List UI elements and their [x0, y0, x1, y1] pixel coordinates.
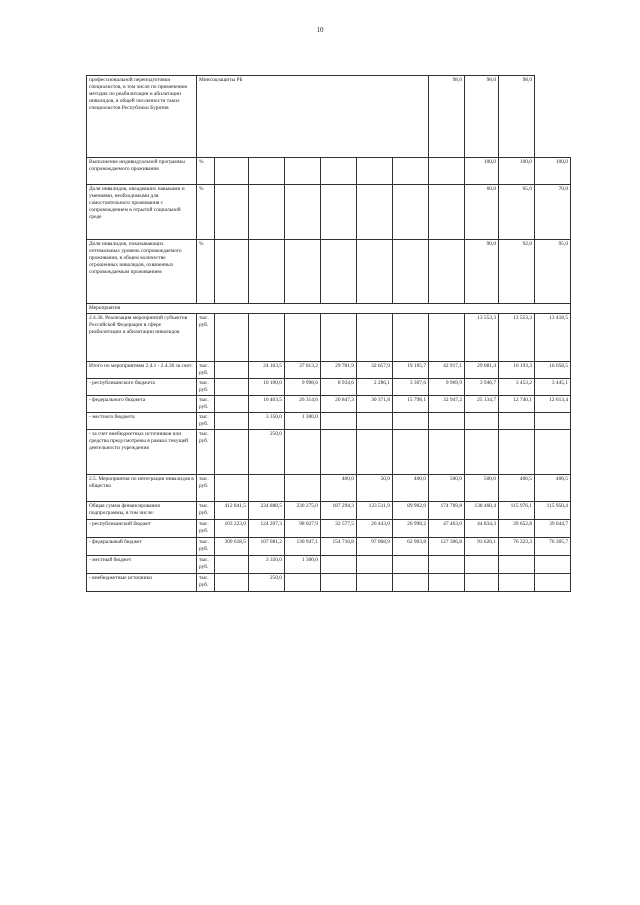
table-row: [87, 430, 571, 475]
value-cell: 130 947,1: [285, 538, 321, 556]
value-cell: 400,0: [321, 475, 357, 502]
value-cell: 97 068,9: [357, 538, 393, 556]
value-cell: [249, 475, 285, 502]
value-cell: 103 223,0: [215, 520, 249, 538]
value-cell: [393, 556, 429, 574]
value-cell: 98 027,9: [285, 520, 321, 538]
value-cell: [215, 240, 249, 304]
indicator-name-cell: - федеральный бюджет: [87, 538, 197, 556]
value-cell: [249, 158, 285, 185]
value-cell: [285, 240, 321, 304]
indicator-name-cell: 2.5. Мероприятия по интеграции инвалидов в общество: [87, 475, 197, 502]
value-cell: [321, 185, 357, 240]
value-cell: 154 716,8: [321, 538, 357, 556]
value-cell: 76 323,3: [499, 538, 535, 556]
value-cell: 3 350,0: [249, 413, 285, 430]
value-cell: [321, 556, 357, 574]
value-cell: [429, 574, 465, 592]
indicator-name-cell: - республиканский бюджет: [87, 520, 197, 538]
unit-cell: тыс. руб.: [197, 538, 215, 556]
unit-cell: тыс. руб.: [197, 475, 215, 502]
table-row: [87, 574, 571, 592]
value-cell: [249, 240, 285, 304]
indicator-name-cell: - республиканского бюджета: [87, 379, 197, 396]
value-cell: 50,0: [357, 475, 393, 502]
value-cell: 90,0: [465, 240, 499, 304]
indicator-name-cell: профессиональной переподготовки специалистов, в том числе по применению методик по реабилитации и абилитации инвалидов, в общей численности таких специалистов Республики Бурятия: [87, 76, 197, 158]
value-cell: [357, 185, 393, 240]
value-cell: [249, 314, 285, 362]
value-cell: 65,0: [499, 185, 535, 240]
unit-cell: тыс. руб.: [197, 314, 215, 362]
value-cell: 10 463,5: [249, 396, 285, 413]
value-cell: [357, 430, 393, 475]
value-cell: 115 976,1: [499, 502, 535, 520]
value-cell: 3 350,0: [249, 556, 285, 574]
value-cell: 138 460,4: [465, 502, 499, 520]
unit-cell: тыс. руб.: [197, 502, 215, 520]
value-cell: 174 769,8: [429, 502, 465, 520]
value-cell: 76 305,7: [535, 538, 571, 556]
unit-cell: %: [197, 240, 215, 304]
value-cell: 70,0: [535, 185, 571, 240]
indicator-name-cell: Общая сумма финансирования подпрограммы, в том числе:: [87, 502, 197, 520]
value-cell: 60,0: [465, 185, 499, 240]
value-cell: [465, 574, 499, 592]
value-cell: [499, 430, 535, 475]
indicator-name-cell: - федерального бюджета: [87, 396, 197, 413]
value-cell: [285, 158, 321, 185]
value-cell: [215, 379, 249, 396]
value-cell: 98,0: [465, 76, 499, 158]
unit-cell: тыс. руб.: [197, 430, 215, 475]
table-row: [87, 556, 571, 574]
value-cell: [429, 413, 465, 430]
value-cell: [535, 430, 571, 475]
value-cell: 15 798,1: [393, 396, 429, 413]
value-cell: [393, 413, 429, 430]
value-cell: [321, 158, 357, 185]
value-cell: 32 577,5: [321, 520, 357, 538]
table-body: [87, 76, 571, 592]
value-cell: 16 058,5: [535, 362, 571, 379]
value-cell: 47 463,0: [429, 520, 465, 538]
indicator-name-cell: - местного бюджета: [87, 413, 197, 430]
value-cell: 10 100,0: [249, 379, 285, 396]
value-cell: 2 286,1: [357, 379, 393, 396]
unit-cell: тыс. руб.: [197, 362, 215, 379]
table-row: [87, 314, 571, 362]
value-cell: 250,0: [249, 430, 285, 475]
value-cell: 42 917,1: [429, 362, 465, 379]
page-number: 10: [316, 26, 324, 34]
value-cell: 234 888,5: [249, 502, 285, 520]
value-cell: [285, 430, 321, 475]
value-cell: [429, 556, 465, 574]
value-cell: [215, 574, 249, 592]
value-cell: [357, 158, 393, 185]
value-cell: 187 294,3: [321, 502, 357, 520]
value-cell: [215, 556, 249, 574]
value-cell: 500,0: [429, 475, 465, 502]
value-cell: [465, 413, 499, 430]
value-cell: [465, 430, 499, 475]
value-cell: 25 134,7: [465, 396, 499, 413]
value-cell: 32 657,9: [357, 362, 393, 379]
value-cell: 1 300,0: [285, 556, 321, 574]
value-cell: 89 902,0: [393, 502, 429, 520]
value-cell: 24 163,5: [249, 362, 285, 379]
value-cell: 500,0: [465, 475, 499, 502]
value-cell: 100,0: [499, 158, 535, 185]
value-cell: 26 443,0: [357, 520, 393, 538]
value-cell: 123 511,9: [357, 502, 393, 520]
value-cell: [429, 314, 465, 362]
value-cell: 127 306,8: [429, 538, 465, 556]
table-row: [87, 502, 571, 520]
table-row: [87, 538, 571, 556]
value-cell: 124 207,3: [249, 520, 285, 538]
table-row: [87, 76, 571, 158]
value-cell: [321, 240, 357, 304]
budget-table: [86, 75, 571, 592]
value-cell: 3 445,1: [535, 379, 571, 396]
value-cell: [321, 413, 357, 430]
unit-cell: %: [197, 185, 215, 240]
indicator-name-cell: - местный бюджет: [87, 556, 197, 574]
value-cell: 93 626,1: [465, 538, 499, 556]
indicator-name-cell: - внебюджетные источники: [87, 574, 197, 592]
unit-cell: тыс. руб.: [197, 413, 215, 430]
value-cell: 9 998,6: [285, 379, 321, 396]
value-cell: 13 553,3: [465, 314, 499, 362]
value-cell: 1 300,0: [285, 413, 321, 430]
value-cell: 3 453,2: [499, 379, 535, 396]
value-cell: [535, 556, 571, 574]
section-heading-cell: Мероприятия: [87, 304, 571, 314]
value-cell: 406,5: [535, 475, 571, 502]
value-cell: 3 946,7: [465, 379, 499, 396]
unit-cell: тыс. руб.: [197, 396, 215, 413]
value-cell: 107 081,2: [249, 538, 285, 556]
value-cell: [357, 413, 393, 430]
value-cell: 406,5: [499, 475, 535, 502]
value-cell: [357, 574, 393, 592]
value-cell: [393, 240, 429, 304]
value-cell: [535, 574, 571, 592]
value-cell: 26 314,6: [285, 396, 321, 413]
value-cell: 39 652,8: [499, 520, 535, 538]
value-cell: [285, 185, 321, 240]
table-row: [87, 475, 571, 502]
value-cell: 100,0: [465, 158, 499, 185]
value-cell: [215, 185, 249, 240]
value-cell: 26 998,2: [393, 520, 429, 538]
value-cell: 3 307,6: [393, 379, 429, 396]
value-cell: [357, 240, 393, 304]
indicator-name-cell: Выполнение индивидуальной программы сопровождаемого проживания: [87, 158, 197, 185]
table-row: [87, 379, 571, 396]
value-cell: 8 934,6: [321, 379, 357, 396]
value-cell: [215, 158, 249, 185]
value-cell: [215, 396, 249, 413]
indicator-name-cell: - за счет внебюджетных источников или средства предусмотрены в рамках текущей деятельности учреждения: [87, 430, 197, 475]
value-cell: [393, 430, 429, 475]
value-cell: 12 740,1: [499, 396, 535, 413]
value-cell: 16 193,3: [499, 362, 535, 379]
value-cell: 19 105,7: [393, 362, 429, 379]
indicator-name-cell: Итого по мероприятиям 2.4.1 - 2.4.36 за счет:: [87, 362, 197, 379]
value-cell: 9 969,9: [429, 379, 465, 396]
value-cell: [429, 430, 465, 475]
unit-cell: тыс. руб.: [197, 574, 215, 592]
value-cell: 12 613,4: [535, 396, 571, 413]
value-cell: [429, 158, 465, 185]
value-cell: 309 618,5: [215, 538, 249, 556]
value-cell: [499, 413, 535, 430]
value-cell: [321, 430, 357, 475]
value-cell: 29 081,4: [465, 362, 499, 379]
table-row: [87, 396, 571, 413]
table-row: [87, 362, 571, 379]
executor-cell: Минсоцзащиты РБ: [197, 76, 429, 158]
value-cell: 62 903,8: [393, 538, 429, 556]
value-cell: 230 275,0: [285, 502, 321, 520]
value-cell: 92,0: [499, 240, 535, 304]
value-cell: [215, 413, 249, 430]
table-row: [87, 240, 571, 304]
value-cell: 98,0: [499, 76, 535, 158]
table-row: [87, 158, 571, 185]
value-cell: 30 371,8: [357, 396, 393, 413]
indicator-name-cell: 2.4.36. Реализация мероприятий субъектов Российской Федерации в сфере реабилитации и абилитации инвалидов: [87, 314, 197, 362]
value-cell: [285, 475, 321, 502]
value-cell: [393, 185, 429, 240]
value-cell: [429, 240, 465, 304]
value-cell: [393, 314, 429, 362]
value-cell: 13 418,5: [535, 314, 571, 362]
unit-cell: тыс. руб.: [197, 556, 215, 574]
unit-cell: %: [197, 158, 215, 185]
value-cell: [393, 574, 429, 592]
value-cell: 32 947,2: [429, 396, 465, 413]
value-cell: 39 644,7: [535, 520, 571, 538]
value-cell: [285, 574, 321, 592]
value-cell: 115 950,4: [535, 502, 571, 520]
value-cell: 13 553,3: [499, 314, 535, 362]
value-cell: [321, 314, 357, 362]
indicator-name-cell: Доля инвалидов, овладевших навыками и умениями, необходимыми для самостоятельного проживания с сопровождением в отрытой социальной среде: [87, 185, 197, 240]
table-row: [87, 413, 571, 430]
value-cell: 29 781,9: [321, 362, 357, 379]
value-cell: 37 613,2: [285, 362, 321, 379]
table-row: [87, 520, 571, 538]
value-cell: [321, 574, 357, 592]
value-cell: [499, 574, 535, 592]
value-cell: [535, 413, 571, 430]
value-cell: 95,0: [535, 240, 571, 304]
value-cell: [357, 314, 393, 362]
value-cell: [215, 430, 249, 475]
value-cell: [215, 475, 249, 502]
value-cell: [215, 314, 249, 362]
value-cell: 400,0: [393, 475, 429, 502]
unit-cell: тыс. руб.: [197, 379, 215, 396]
value-cell: [249, 185, 285, 240]
value-cell: 100,0: [535, 158, 571, 185]
value-cell: 98,0: [429, 76, 465, 158]
value-cell: [285, 314, 321, 362]
unit-cell: тыс. руб.: [197, 520, 215, 538]
value-cell: [357, 556, 393, 574]
value-cell: 20 847,3: [321, 396, 357, 413]
value-cell: 412 841,5: [215, 502, 249, 520]
value-cell: [429, 185, 465, 240]
table-row: [87, 304, 571, 314]
value-cell: [215, 362, 249, 379]
value-cell: [393, 158, 429, 185]
value-cell: 250,0: [249, 574, 285, 592]
value-cell: [499, 556, 535, 574]
table-row: [87, 185, 571, 240]
value-cell: 44 834,3: [465, 520, 499, 538]
indicator-name-cell: Доля инвалидов, показывающих оптимальных уровень сопровождаемого проживания, в общем количестве отрошенных инвалидов, охваченных сопровождаемым проживанием: [87, 240, 197, 304]
value-cell: [465, 556, 499, 574]
